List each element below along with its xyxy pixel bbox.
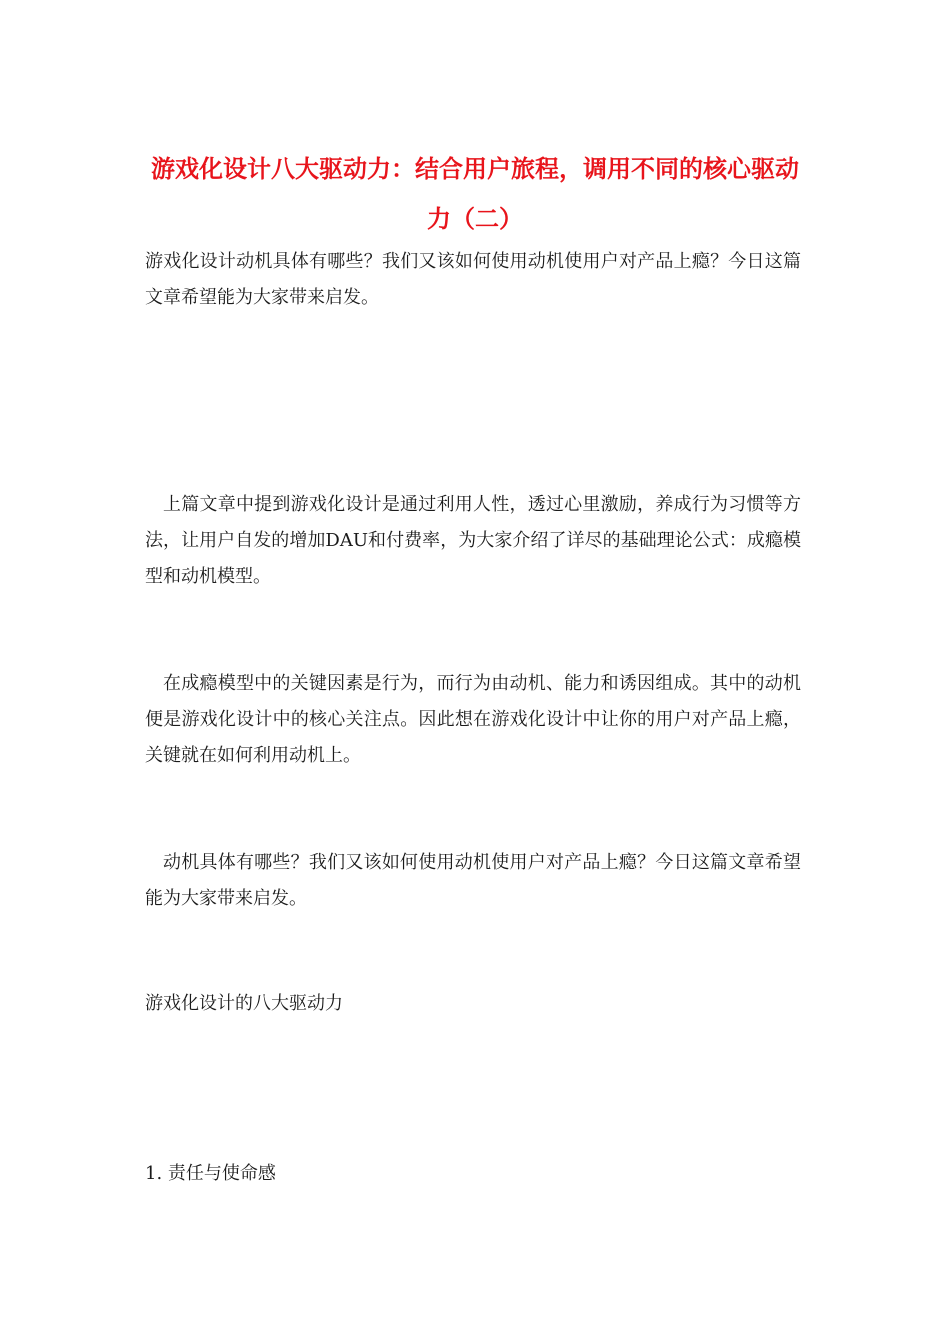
body-paragraph-2: 在成瘾模型中的关键因素是行为，而行为由动机、能力和诱因组成。其中的动机便是游戏化设计中的核心关注点。因此想在游戏化设计中让你的用户对产品上瘾，关键就在如何利用动机上。 xyxy=(145,673,801,766)
intro-paragraph: 游戏化设计动机具体有哪些？我们又该如何使用动机使用户对产品上瘾？今日这篇文章希望能为大家带来启发。 xyxy=(145,251,801,308)
body-paragraph-1: 上篇文章中提到游戏化设计是通过利用人性，透过心里激励，养成行为习惯等方法，让用户自发的增加DAU和付费率，为大家介绍了详尽的基础理论公式：成瘾模型和动机模型。 xyxy=(145,494,801,587)
list-item: 1. 责任与使命感 xyxy=(145,1163,276,1184)
body-paragraph-3: 动机具体有哪些？我们又该如何使用动机使用户对产品上瘾？今日这篇文章希望能为大家带来启发。 xyxy=(145,852,801,909)
document-title: 游戏化设计八大驱动力：结合用户旅程，调用不同的核心驱动力（二） xyxy=(151,155,799,233)
section-heading: 游戏化设计的八大驱动力 xyxy=(145,993,343,1014)
